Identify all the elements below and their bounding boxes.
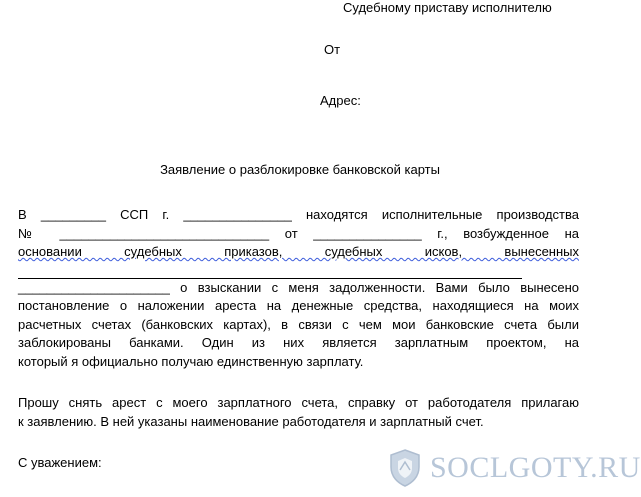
paragraph-line: № _____________________________ от _______________ г., возбужденное на (18, 225, 579, 241)
address-label: Адрес: (320, 93, 361, 108)
paragraph-line: к заявлению. В ней указаны наименование работодателя и зарплатный счет. (18, 413, 484, 429)
paragraph-line: который я официально получаю единственную зарплату. (18, 353, 364, 369)
site-watermark (388, 448, 641, 488)
closing-line: С уважением: (18, 455, 102, 470)
paragraph-line: В _________ ССП г. _______________ находятся исполнительные производства (18, 207, 579, 222)
document-title: Заявление о разблокировке банковской карты (160, 162, 440, 177)
body-paragraph-2 (18, 394, 579, 431)
from-label: От (324, 42, 341, 57)
paragraph-line: основании судебных приказов, судебных исков, вынесенных (18, 244, 579, 259)
recipient-line: Судебному приставу исполнителю (343, 0, 552, 15)
shield-logo-icon (388, 448, 422, 488)
paragraph-line: расчетных счетах (банковских картах), в связи с чем мои банковские счета были (18, 316, 579, 332)
paragraph-line: постановление о наложении ареста на денежные средства, находящиеся на моих (18, 298, 579, 313)
paragraph-line: заблокированы банками. Один из них является зарплатным проектом, на (18, 335, 579, 350)
body-paragraph-1 (18, 206, 579, 371)
paragraph-line: Прошу снять арест с моего зарплатного счета, справку от работодателя прилагаю (18, 395, 579, 410)
paragraph-line: _____________________ о взыскании с меня задолженности. Вами было вынесено (18, 279, 579, 295)
watermark-text: SOCLGOTY.RU (430, 451, 641, 484)
blank-fill-line (18, 266, 522, 279)
